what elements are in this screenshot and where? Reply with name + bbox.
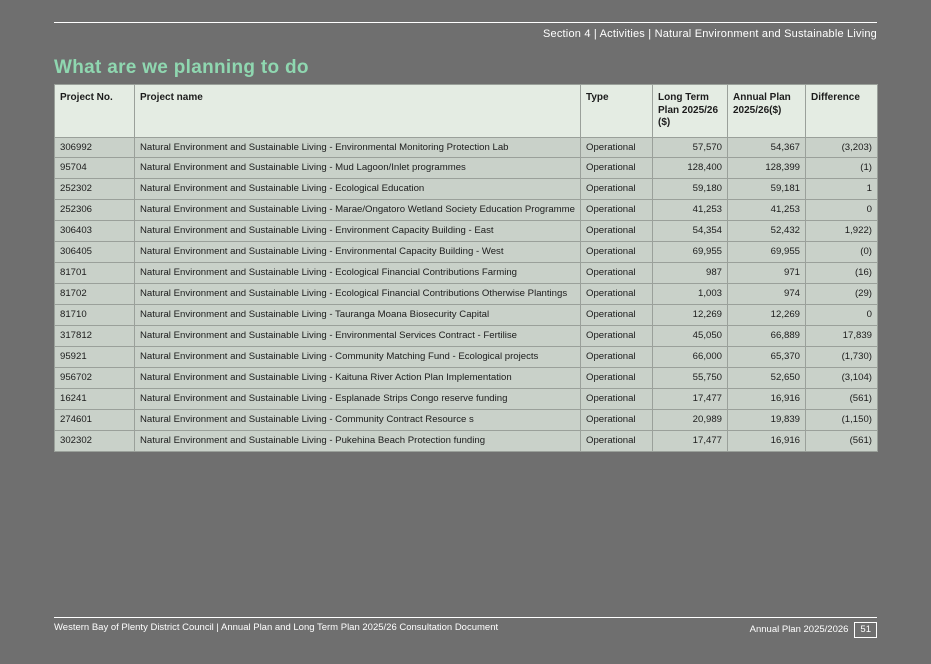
page-title: What are we planning to do [54, 57, 309, 78]
cell-project_no: 306992 [55, 137, 135, 158]
table-row [55, 179, 878, 200]
table-row [55, 431, 878, 452]
table-row [55, 137, 878, 158]
cell-type: Operational [581, 284, 653, 305]
cell-project_name: Natural Environment and Sustainable Living - Environment Capacity Building - East [135, 221, 581, 242]
column-header-type: Type [581, 85, 653, 138]
cell-annual: 65,370 [728, 347, 806, 368]
cell-difference: 1,922) [806, 221, 878, 242]
table-header-row [55, 85, 878, 138]
cell-ltp: 45,050 [653, 326, 728, 347]
table-row [55, 263, 878, 284]
cell-type: Operational [581, 263, 653, 284]
cell-difference: (1) [806, 158, 878, 179]
table-row [55, 368, 878, 389]
cell-difference: (561) [806, 389, 878, 410]
cell-project_name: Natural Environment and Sustainable Living - Environmental Monitoring Protection Lab [135, 137, 581, 158]
cell-type: Operational [581, 410, 653, 431]
cell-annual: 69,955 [728, 242, 806, 263]
column-header-annual-plan: Annual Plan 2025/26($) [728, 85, 806, 138]
cell-project_no: 252302 [55, 179, 135, 200]
cell-ltp: 128,400 [653, 158, 728, 179]
cell-difference: (1,730) [806, 347, 878, 368]
table-row [55, 410, 878, 431]
table-row [55, 347, 878, 368]
cell-type: Operational [581, 326, 653, 347]
column-header-project-no: Project No. [55, 85, 135, 138]
cell-project_no: 81710 [55, 305, 135, 326]
cell-project_name: Natural Environment and Sustainable Living - Mud Lagoon/Inlet programmes [135, 158, 581, 179]
cell-difference: (561) [806, 431, 878, 452]
cell-project_name: Natural Environment and Sustainable Living - Environmental Capacity Building - West [135, 242, 581, 263]
cell-annual: 12,269 [728, 305, 806, 326]
projects-table [54, 84, 878, 452]
cell-type: Operational [581, 200, 653, 221]
page-number: 51 [854, 622, 877, 638]
cell-difference: 0 [806, 305, 878, 326]
cell-project_name: Natural Environment and Sustainable Living - Marae/Ongatoro Wetland Society Education Programme [135, 200, 581, 221]
cell-annual: 59,181 [728, 179, 806, 200]
cell-difference: 17,839 [806, 326, 878, 347]
cell-project_no: 16241 [55, 389, 135, 410]
cell-difference: (0) [806, 242, 878, 263]
cell-annual: 974 [728, 284, 806, 305]
cell-project_name: Natural Environment and Sustainable Living - Ecological Financial Contributions Farming [135, 263, 581, 284]
column-header-project-name: Project name [135, 85, 581, 138]
cell-ltp: 41,253 [653, 200, 728, 221]
cell-project_no: 81702 [55, 284, 135, 305]
cell-annual: 54,367 [728, 137, 806, 158]
cell-annual: 16,916 [728, 431, 806, 452]
cell-type: Operational [581, 242, 653, 263]
cell-annual: 52,650 [728, 368, 806, 389]
cell-ltp: 59,180 [653, 179, 728, 200]
table-row [55, 200, 878, 221]
cell-project_name: Natural Environment and Sustainable Living - Community Matching Fund - Ecological projects [135, 347, 581, 368]
cell-project_no: 95704 [55, 158, 135, 179]
cell-ltp: 17,477 [653, 431, 728, 452]
cell-ltp: 57,570 [653, 137, 728, 158]
header-breadcrumb: Section 4 | Activities | Natural Environment and Sustainable Living [542, 28, 877, 40]
table-row [55, 221, 878, 242]
cell-project_no: 956702 [55, 368, 135, 389]
cell-difference: (1,150) [806, 410, 878, 431]
footer-doc-label: Annual Plan 2025/2026 [749, 624, 849, 635]
column-header-difference: Difference [806, 85, 878, 138]
cell-annual: 971 [728, 263, 806, 284]
cell-annual: 128,399 [728, 158, 806, 179]
table-row [55, 284, 878, 305]
cell-difference: (16) [806, 263, 878, 284]
table-row [55, 389, 878, 410]
footer-right [750, 622, 877, 638]
cell-project_no: 306403 [55, 221, 135, 242]
cell-project_name: Natural Environment and Sustainable Living - Tauranga Moana Biosecurity Capital [135, 305, 581, 326]
column-header-long-term-plan: Long Term Plan 2025/26 ($) [653, 85, 728, 138]
cell-annual: 66,889 [728, 326, 806, 347]
cell-project_name: Natural Environment and Sustainable Living - Ecological Education [135, 179, 581, 200]
cell-project_no: 306405 [55, 242, 135, 263]
cell-ltp: 17,477 [653, 389, 728, 410]
cell-annual: 52,432 [728, 221, 806, 242]
cell-ltp: 12,269 [653, 305, 728, 326]
cell-difference: (3,104) [806, 368, 878, 389]
cell-project_name: Natural Environment and Sustainable Living - Ecological Financial Contributions Otherwise Plantings [135, 284, 581, 305]
cell-project_no: 317812 [55, 326, 135, 347]
footer-left-text: Western Bay of Plenty District Council | Annual Plan and Long Term Plan 2025/26 Consultation Document [54, 622, 499, 633]
cell-project_name: Natural Environment and Sustainable Living - Pukehina Beach Protection funding [135, 431, 581, 452]
cell-ltp: 55,750 [653, 368, 728, 389]
cell-type: Operational [581, 368, 653, 389]
table-body [55, 137, 878, 452]
cell-project_no: 81701 [55, 263, 135, 284]
footer-divider [54, 617, 877, 618]
cell-type: Operational [581, 389, 653, 410]
cell-difference: 0 [806, 200, 878, 221]
cell-annual: 16,916 [728, 389, 806, 410]
cell-project_name: Natural Environment and Sustainable Living - Environmental Services Contract - Fertilise [135, 326, 581, 347]
cell-type: Operational [581, 137, 653, 158]
cell-ltp: 66,000 [653, 347, 728, 368]
cell-type: Operational [581, 179, 653, 200]
cell-annual: 41,253 [728, 200, 806, 221]
table-row [55, 326, 878, 347]
cell-type: Operational [581, 158, 653, 179]
cell-type: Operational [581, 431, 653, 452]
cell-difference: (3,203) [806, 137, 878, 158]
cell-annual: 19,839 [728, 410, 806, 431]
cell-type: Operational [581, 221, 653, 242]
cell-project_name: Natural Environment and Sustainable Living - Kaituna River Action Plan Implementation [135, 368, 581, 389]
cell-difference: (29) [806, 284, 878, 305]
cell-project_no: 274601 [55, 410, 135, 431]
cell-ltp: 1,003 [653, 284, 728, 305]
table-row [55, 242, 878, 263]
header-divider [54, 22, 877, 23]
cell-ltp: 987 [653, 263, 728, 284]
cell-project_name: Natural Environment and Sustainable Living - Esplanade Strips Congo reserve funding [135, 389, 581, 410]
cell-ltp: 69,955 [653, 242, 728, 263]
cell-project_no: 252306 [55, 200, 135, 221]
table-row [55, 158, 878, 179]
table-row [55, 305, 878, 326]
cell-project_no: 302302 [55, 431, 135, 452]
cell-ltp: 20,989 [653, 410, 728, 431]
cell-difference: 1 [806, 179, 878, 200]
cell-project_no: 95921 [55, 347, 135, 368]
cell-project_name: Natural Environment and Sustainable Living - Community Contract Resource s [135, 410, 581, 431]
cell-type: Operational [581, 347, 653, 368]
cell-ltp: 54,354 [653, 221, 728, 242]
cell-type: Operational [581, 305, 653, 326]
